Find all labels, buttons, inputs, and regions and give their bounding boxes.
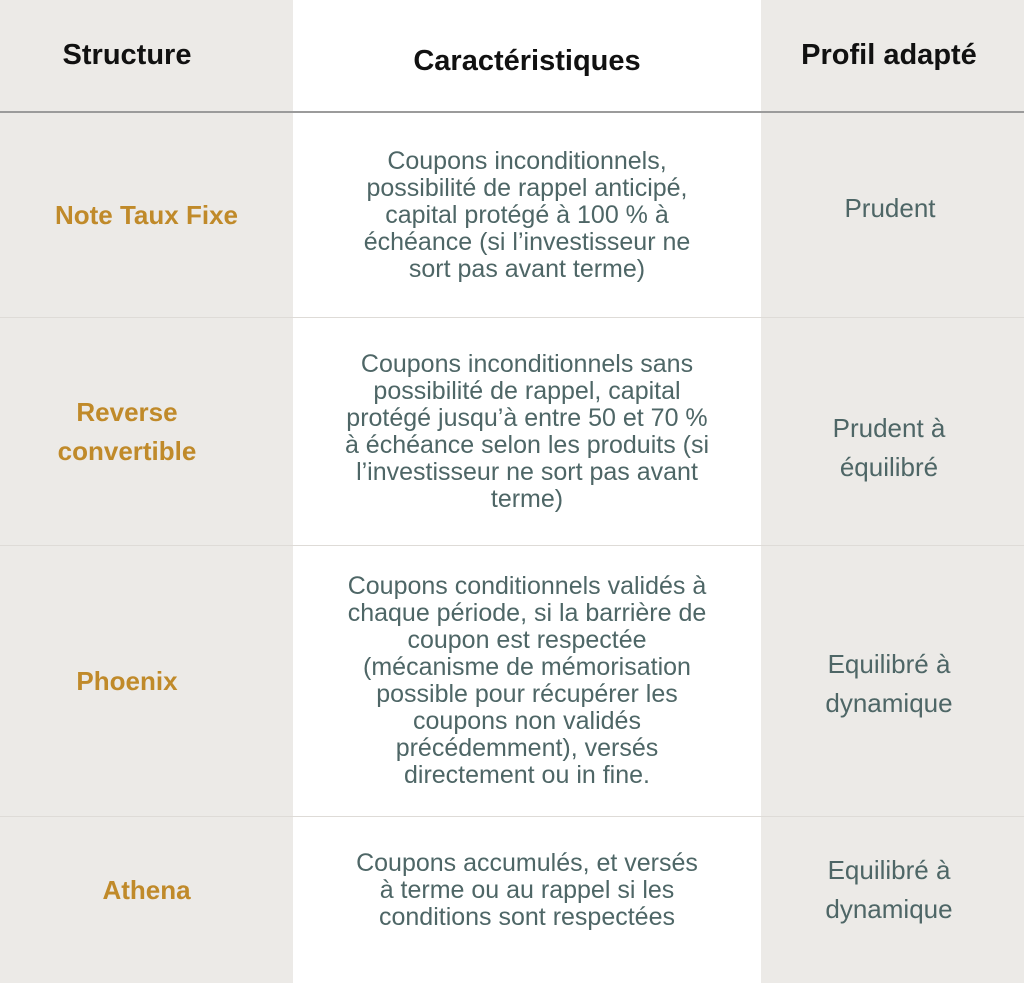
row-1-caracteristiques: Coupons inconditionnels, possibilité de rappel anticipé, capital protégé à 100 % à échéance (si l’investisseur ne sort pas avant terme) xyxy=(363,146,691,283)
row-3-structure: Phoenix xyxy=(76,665,178,696)
header-profil: Profil adapté xyxy=(801,39,977,71)
header-caracteristiques: Caractéristiques xyxy=(413,45,641,77)
row-1-structure: Note Taux Fixe xyxy=(54,199,238,230)
row-2-structure: Reverse convertible xyxy=(57,396,197,466)
row-3-caracteristiques: Coupons conditionnels validés à chaque période, si la barrière de coupon est respectée (mécanisme de mémorisation possible pour récupérer les coupons non validés précédemment), versés directement ou in fine. xyxy=(347,572,707,789)
row-4-structure: Athena xyxy=(102,874,191,905)
row-4-profil: Equilibré à dynamique xyxy=(825,855,953,924)
row-4-caracteristiques: Coupons accumulés, et versés à terme ou au rappel si les conditions sont respectées xyxy=(356,848,698,931)
row-2-profil: Prudent à équilibré xyxy=(832,413,946,482)
header-structure: Structure xyxy=(62,39,192,71)
row-2-caracteristiques: Coupons inconditionnels sans possibilité de rappel, capital protégé jusqu’à entre 50 et 70 % à échéance selon les produits (si l’investisseur ne sort pas avant terme) xyxy=(344,349,710,513)
row-3-profil: Equilibré à dynamique xyxy=(825,649,953,718)
row-1-profil: Prudent xyxy=(844,192,936,223)
